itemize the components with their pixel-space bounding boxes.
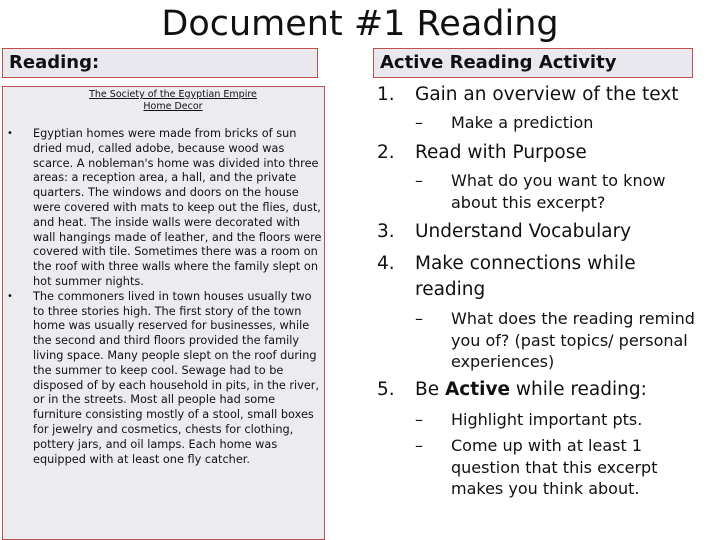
sub-text: Come up with at least 1 question that this excerpt makes you think about.	[451, 436, 658, 498]
sub-text: What do you want to know about this excerpt?	[451, 171, 666, 212]
step-number: 1.	[377, 84, 395, 105]
reading-paragraph: • The commoners lived in town houses usually two to three stories high. The first story of the town home was usually reserved for businesses, while the second and third floors provided the family living space. Many people slept on the roof during the summer to keep cool. Sewage had to be disposed of by each household in pits, in the river, or in the streets. Most all people had some furniture consisting mostly of a stool, small boxes for jewelry and cosmetics, chests for clothing, pottery jars, and oil lamps. Each home was equipped with at least one fly catcher.	[33, 290, 323, 468]
step-number: 2.	[377, 142, 395, 163]
step-3	[377, 219, 631, 245]
reading-subtitle-line2: Home Decor	[143, 101, 203, 112]
step-number: 3.	[377, 221, 395, 242]
step-text: Make connections while	[415, 253, 636, 274]
step-2	[377, 140, 587, 166]
step-1	[377, 82, 679, 108]
step-text-bold: Active	[444, 379, 511, 400]
step-text: Understand Vocabulary	[415, 221, 632, 242]
reading-bullets	[33, 127, 323, 467]
step-text: Gain an overview of the text	[415, 84, 679, 105]
reading-paragraph: • Egyptian homes were made from bricks of sun dried mud, called adobe, because wood was scarce. A nobleman's home was divided into three areas: a reception area, a hall, and the private quarters. The windows and doors on the house were covered with mats to keep out the flies, dust, and heat. The inside walls were decorated with wall hangings made of leather, and the floors were covered with tile. Sometimes there was a room on the roof with three walls where the family slept on hot summer nights.	[33, 127, 323, 290]
sub-text: Highlight important pts.	[451, 410, 643, 429]
activity-header: Active Reading Activity	[373, 48, 693, 78]
reading-panel	[2, 86, 325, 540]
dash-icon: –	[415, 309, 423, 328]
sub-text: What does the reading remind you of? (past topics/ personal experiences)	[451, 309, 695, 371]
reading-subtitle: The Society of the Egyptian Empire	[89, 89, 257, 100]
dash-icon: –	[415, 171, 423, 190]
reading-header: Reading:	[2, 48, 318, 78]
activity-panel	[373, 82, 713, 532]
page-title: Document #1 Reading	[161, 4, 559, 44]
dash-icon: –	[415, 113, 423, 132]
step-4-cont: reading	[415, 279, 486, 300]
step-text: Be	[415, 379, 445, 400]
step-number: 5.	[377, 379, 395, 400]
step-5	[377, 377, 647, 403]
step-text: while reading:	[510, 379, 647, 400]
dash-icon: –	[415, 436, 423, 455]
step-text: Read with Purpose	[415, 142, 587, 163]
step-4	[377, 251, 636, 277]
sub-text: Make a prediction	[451, 113, 594, 132]
dash-icon: –	[415, 410, 423, 429]
step-number: 4.	[377, 253, 395, 274]
